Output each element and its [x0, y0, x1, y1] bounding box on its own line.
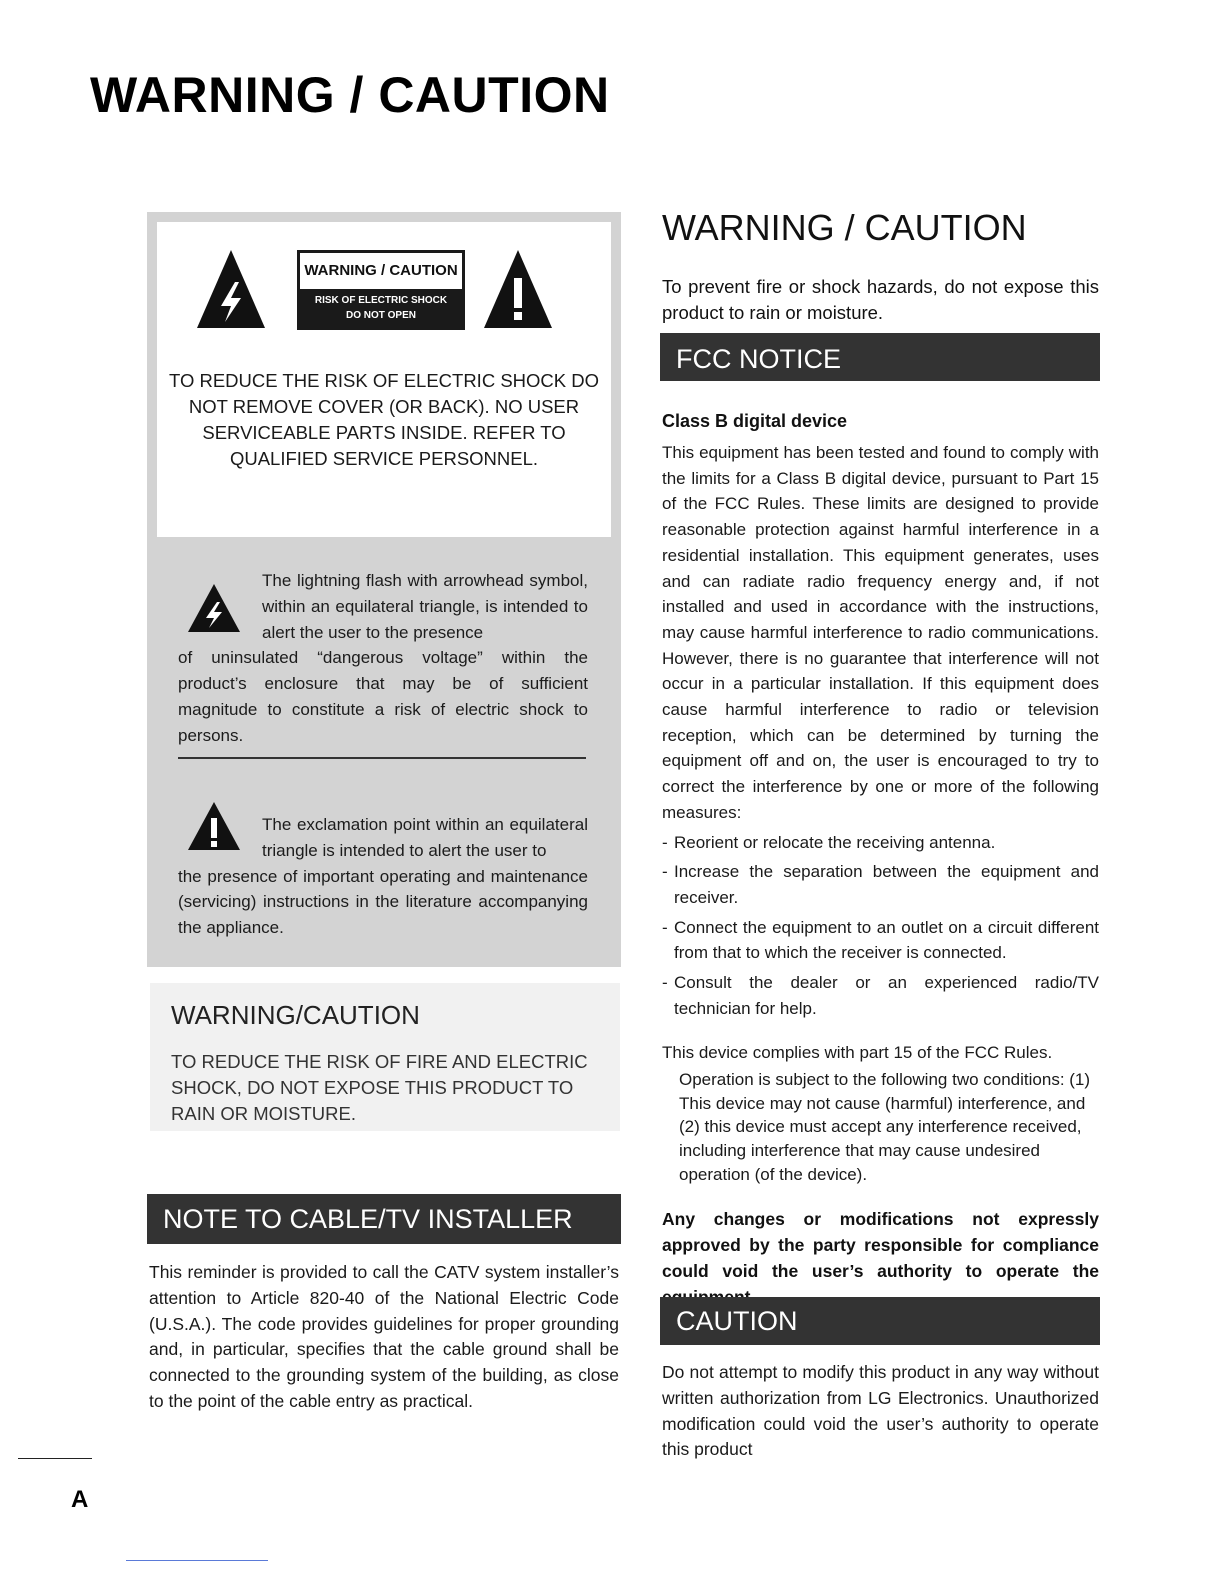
bottom-rule — [126, 1560, 268, 1561]
page-footer-rule — [18, 1458, 92, 1459]
exclamation-description-first: The exclamation point within an equilateral triangle is intended to alert the user to — [262, 815, 588, 860]
warning-caution-heading: WARNING/CAUTION — [171, 1000, 420, 1030]
exclamation-description-rest: the presence of important operating and maintenance (servicing) instructions in the literature accompanying the appliance. — [178, 866, 588, 938]
shock-notice-text: TO REDUCE THE RISK OF ELECTRIC SHOCK DO NOT REMOVE COVER (OR BACK). NO USER SERVICEABLE PARTS INSIDE. REFER TO QUALIFIED SERVICE PERSONNEL. — [168, 370, 600, 469]
lightning-description-first: The lightning flash with arrowhead symbol, within an equilateral triangle, is intended to alert the user to the presence — [262, 571, 588, 642]
lightning-description-rest: of uninsulated “dangerous voltage” within the product’s enclosure that may be of sufficient magnitude to constitute a risk of electric shock to persons. — [178, 648, 588, 745]
list-item: - Consult the dealer or an experienced radio/TV technician for help. — [662, 973, 1099, 1018]
warning-label-title: WARNING / CAUTION — [300, 253, 462, 289]
warning-label-line-1: RISK OF ELECTRIC SHOCK — [314, 295, 448, 306]
cable-installer-text: This reminder is provided to call the CATV system installer’s attention to Article 820-40 of the National Electric Code (U.S.A.). The code provides guidelines for proper grounding and, in particular, specifies that the cable ground shall be connected to the grounding system of the building, as close to the point of the cable entry as practical. — [149, 1262, 619, 1411]
list-item: - Increase the separation between the equipment and receiver. — [662, 862, 1099, 907]
class-b-heading: Class B digital device — [662, 411, 848, 431]
warning-label — [297, 250, 465, 330]
cable-installer-heading: NOTE TO CABLE/TV INSTALLER — [147, 1194, 621, 1244]
fcc-changes-warning: Any changes or modifications not expressly approved by the party responsible for compliance could void the user’s authority to operate the — [662, 1209, 1099, 1281]
warning-label-line-2: DO NOT OPEN — [345, 310, 416, 321]
lightning-warning-icon — [195, 248, 267, 330]
caution-text: Do not attempt to modify this product in any way without written authorization from LG Electronics. Unauthorized modification could void the user’s authority to operate this product — [662, 1362, 1099, 1460]
caution-heading: CAUTION — [660, 1297, 1100, 1345]
fcc-notice-heading: FCC NOTICE — [660, 333, 1100, 381]
fcc-body-text: This equipment has been tested and found to comply with the limits for a Class B digital device, pursuant to Part 15 of the FCC Rules. These limits are designed to provide reasonable protection against harmful interference in a residential installation. This equipment generates, uses and can radiate radio frequency energy and, if not installed and used in accordance with the instructions, may cause harmful interference to radio communications. However, there is no guarantee that interference will not occur in a particular installation. If this equipment does cause harmful interference to radio or television reception, which can be determined by turning the equipment off and on, the user is encouraged to try to correct the interference by one or more of the following measures: — [662, 443, 1099, 822]
fcc-compliance-detail: Operation is subject to the following two conditions: (1) This device may not cause (harmful) interference, and (2) this device must accept any interference received, including interference that may cause undesired operation (of the device). — [679, 1070, 1091, 1184]
page-title: WARNING / CAUTION — [90, 67, 610, 123]
symbol-divider — [178, 757, 586, 759]
exclamation-warning-icon — [482, 248, 554, 330]
list-item: - Reorient or relocate the receiving antenna. — [662, 832, 996, 852]
page-number: A — [71, 1486, 89, 1513]
right-warning-intro: To prevent fire or shock hazards, do not expose this product to rain or moisture. — [662, 276, 1099, 323]
list-item: - Connect the equipment to an outlet on a circuit different from that to which the receiver is connected. — [662, 917, 1099, 963]
lightning-symbol-description — [178, 568, 588, 749]
warning-caution-text: TO REDUCE THE RISK OF FIRE AND ELECTRIC SHOCK, DO NOT EXPOSE THIS PRODUCT TO RAIN OR MOISTURE. — [171, 1051, 588, 1124]
fcc-compliance-lead: This device complies with part 15 of the FCC Rules. — [662, 1043, 1053, 1062]
fcc-notice-body — [662, 440, 1099, 1021]
right-warning-heading: WARNING / CAUTION — [662, 207, 1027, 248]
fcc-measures-list — [662, 830, 1099, 1022]
exclamation-symbol-description — [178, 812, 588, 941]
